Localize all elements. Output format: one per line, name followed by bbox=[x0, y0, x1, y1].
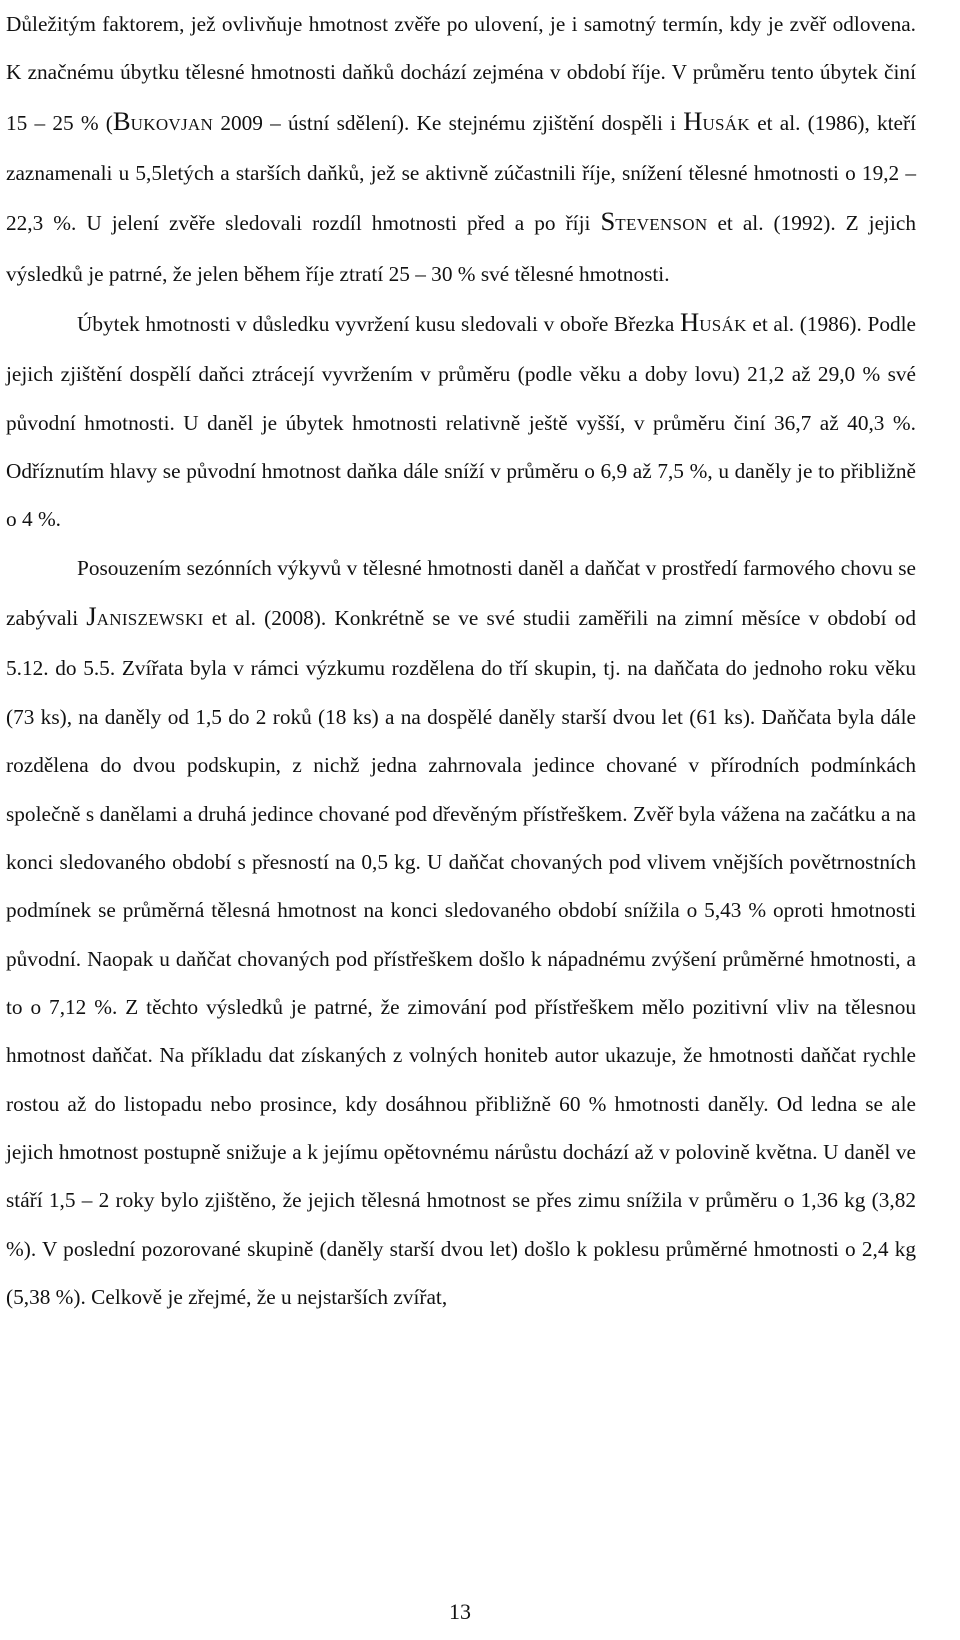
author-initial: H bbox=[679, 307, 700, 338]
paragraph-seasonal-weight-loss bbox=[6, 0, 916, 298]
paragraph-text: et al. (1986). Podle jejich zjištění dospělí daňci ztrácejí vyvržením v průměru (podle věku a doby lovu) 21,2 až 29,0 % své původní hmotnosti. U daněl je úbytek hmotnosti relativně ještě vyšší, v průměru činí 36,7 až 40,3 %. Odříznutím hlavy se původní hmotnost daňka dále sníží v průměru o 6,9 až 7,5 %, u daněly je to přibližně o 4 %. bbox=[6, 312, 916, 532]
page-number: 13 bbox=[449, 1599, 471, 1624]
paragraph-evisceration-loss bbox=[6, 298, 916, 544]
author-name: UKOVJAN bbox=[130, 114, 214, 134]
author-name: TEVENSON bbox=[615, 215, 708, 235]
paragraph-text: Úbytek hmotnosti v důsledku vyvržení kusu sledovali v oboře Březka bbox=[77, 312, 680, 337]
paragraph-text: et al. (2008). Konkrétně se ve své studii zaměřili na zimní měsíce v období od 5.12. do 5.5. Zvířata byla v rámci výzkumu rozdělena do tří skupin, tj. na daňčata do jednoho roku věku (73 ks), na daněly od 1,5 do 2 roků (18 ks) a na dospělé daněly starší dvou let (61 ks). Daňčata byla dále rozdělena do dvou podskupin, z nichž jedna zahrnovala jedince chované v přírodních podmínkách společně s danělami a druhá jedince chované pod dřevěným přístřeškem. Zvěř byla vážena na začátku a na konci sledovaného období s přesností na 0,5 kg. U daňčat chovaných pod vlivem vnějších povětrnostních podmínek se průměrná tělesná hmotnost na konci sledovaného období snížila o 5,43 % oproti hmotnosti původní. Naopak u daňčat chovaných pod přístřeškem došlo k nápadnému zvýšení průměrné hmotnosti, a to o 7,12 %. Z těchto výsledků je patrné, že zimování pod přístřeškem mělo pozitivní vliv na tělesnou hmotnost daňčat. Na příkladu dat získaných z volných honiteb autor ukazuje, že hmotnosti daňčat rychle rostou až do listopadu nebo prosince, kdy dosáhnou přibližně 60 % hmotnosti daněly. Od ledna se ale jejich hmotnost postupně snižuje a k jejímu opětovnému nárůstu dochází až v polovině května. U daněl ve stáří 1,5 – 2 roky bylo zjištěno, že jejich tělesná hmotnost se přes zimu snížila v průměru o 1,36 kg (3,82 %). V poslední pozorované skupině (daněly starší dvou let) došlo k poklesu průměrné hmotnosti o 2,4 kg (5,38 %). Celkově je zřejmé, že u nejstarších zvířat, bbox=[6, 606, 916, 1309]
author-name: USÁK bbox=[699, 316, 747, 336]
author-name: USÁK bbox=[702, 114, 750, 134]
paragraph-text: 2009 – ústní sdělení). Ke stejnému zjištění dospěli i bbox=[213, 110, 684, 135]
paragraph-text: Důležitým faktorem, jež ovlivňuje hmotnost zvěře po ulovení, je i samotný termín, kdy je zvěř odlovena. K značnému úbytku tělesné hmotnosti daňků dochází zejména v období říje. V průměru tento úbytek činí 15 – 25 % ( bbox=[6, 12, 916, 135]
paragraph-text: et al. (1986), kteří zaznamenali u 5,5letých a starších daňků, jež se aktivně zúčastnili říje, snížení tělesné hmotnosti o 19,2 – 22,3 %. U jelení zvěře sledovali rozdíl hmotnosti před a po říji bbox=[6, 110, 916, 236]
paragraph-farm-seasonal-study bbox=[6, 544, 916, 1322]
paragraph-text: et al. (1992). Z jejich výsledků je patrné, že jelen během říje ztratí 25 – 30 % své tělesné hmotnosti. bbox=[6, 211, 916, 286]
body-text bbox=[6, 0, 916, 1321]
paragraph-text: Posouzením sezónních výkyvů v tělesné hmotnosti daněl a daňčat v prostředí farmového chovu se zabývali bbox=[6, 555, 916, 631]
author-initial: H bbox=[683, 105, 703, 136]
author-initial: S bbox=[600, 206, 616, 237]
author-initial: J bbox=[86, 601, 97, 632]
author-name: ANISZEWSKI bbox=[96, 610, 204, 630]
author-initial: B bbox=[112, 105, 131, 136]
